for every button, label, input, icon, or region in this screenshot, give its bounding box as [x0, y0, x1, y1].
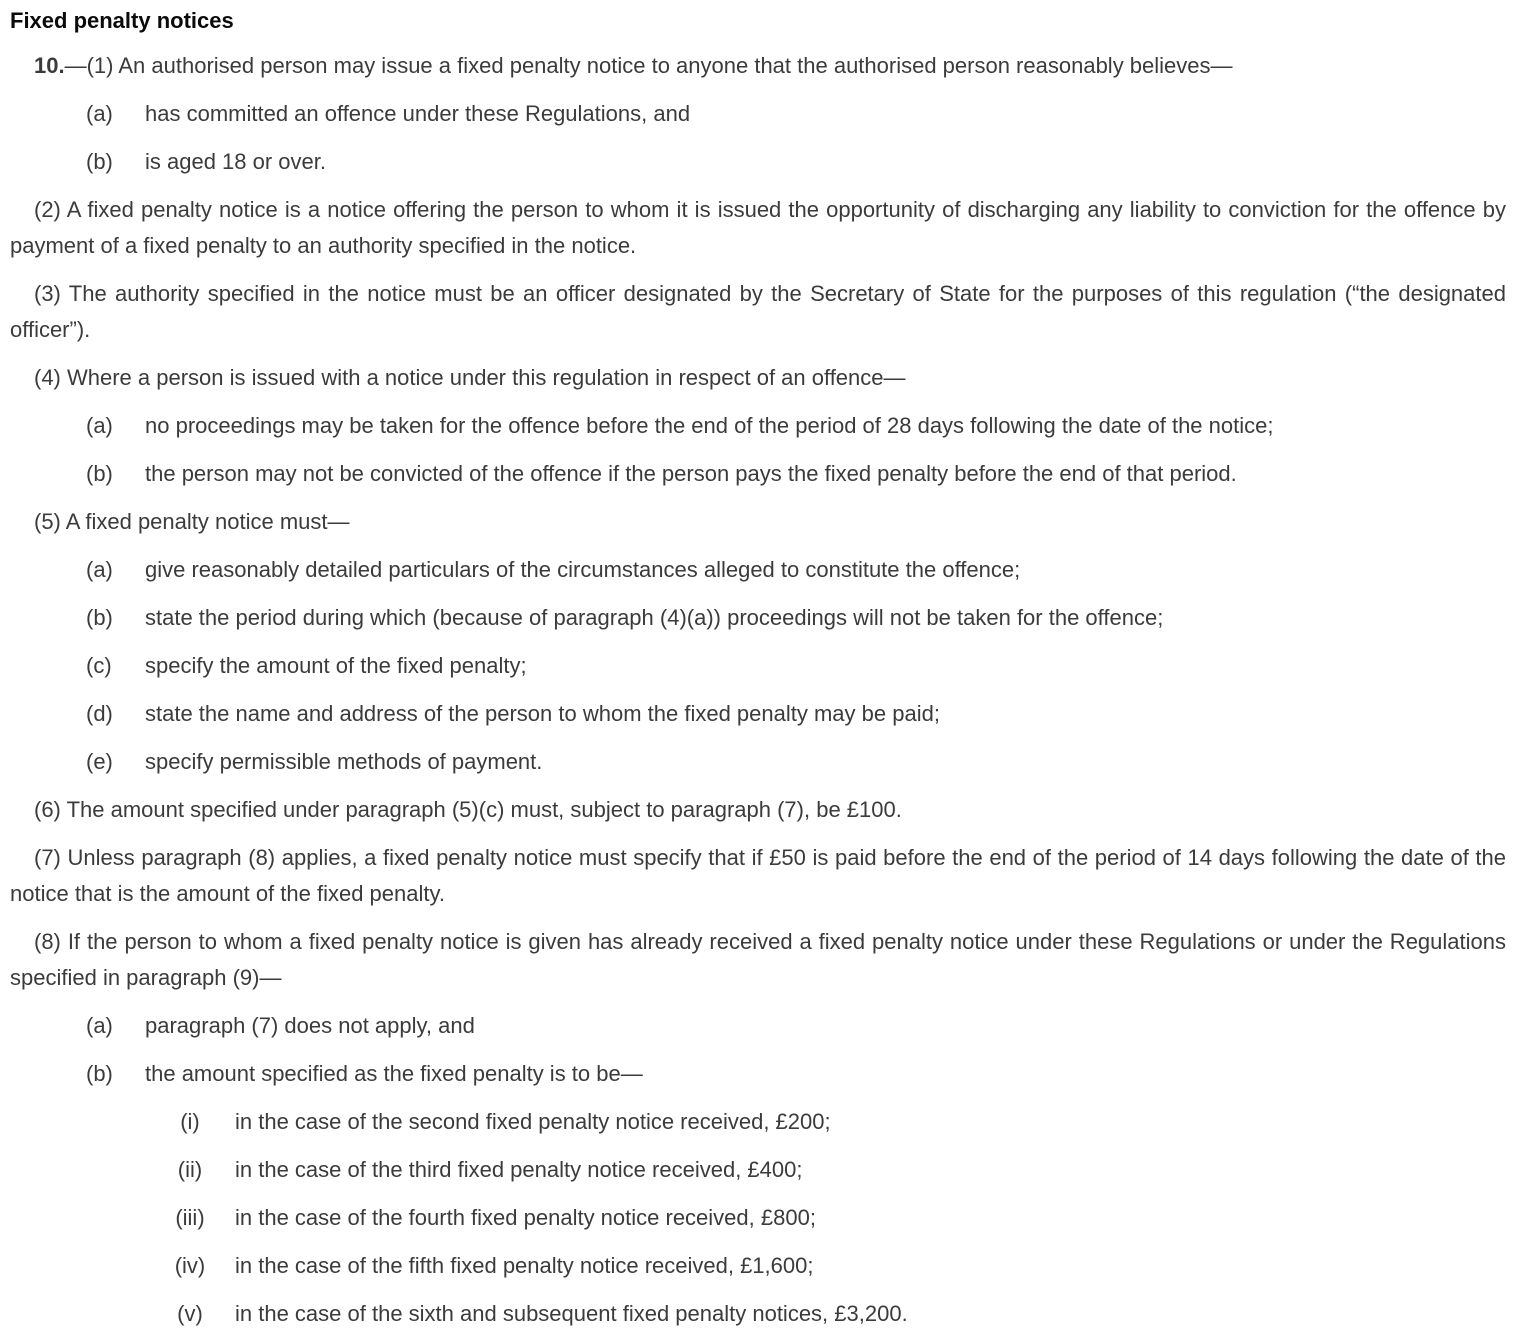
list-item-text: paragraph (7) does not apply, and	[145, 1013, 475, 1038]
paragraph-2: (2) A fixed penalty notice is a notice offering the person to whom it is issued the opportunity of discharging any liability to conviction for the offence by payment of a fixed penalty to an authority specified in the notice.	[10, 197, 1506, 258]
list-item-text: give reasonably detailed particulars of the circumstances alleged to constitute the offence;	[145, 557, 1021, 582]
list-item-label: (a)	[86, 101, 113, 126]
regulation-number: 10.	[34, 53, 65, 78]
sub-item-text: in the case of the fifth fixed penalty notice received, £1,600;	[235, 1253, 814, 1278]
list-item-label: (c)	[86, 653, 112, 678]
list-item-label: (b)	[86, 149, 113, 174]
list-item-text: specify the amount of the fixed penalty;	[145, 653, 527, 678]
sub-item-text: in the case of the second fixed penalty notice received, £200;	[235, 1109, 831, 1134]
sub-item-text: in the case of the sixth and subsequent fixed penalty notices, £3,200.	[235, 1301, 908, 1326]
list-item-text: specify permissible methods of payment.	[145, 749, 543, 774]
sub-item-label: (iv)	[174, 1253, 206, 1278]
list-item-text: is aged 18 or over.	[145, 149, 327, 174]
list-item-label: (a)	[86, 557, 113, 582]
list-item-text: the amount specified as the fixed penalty is to be—	[145, 1061, 643, 1086]
list-item-label: (b)	[86, 461, 113, 486]
sub-item-label: (ii)	[177, 1157, 203, 1182]
sub-item-label: (i)	[180, 1109, 200, 1134]
list-item-label: (a)	[86, 1013, 113, 1038]
paragraph-6: (6) The amount specified under paragraph (5)(c) must, subject to paragraph (7), be £100.	[34, 797, 902, 822]
sub-item-label: (iii)	[175, 1205, 205, 1230]
paragraph-5: (5) A fixed penalty notice must—	[34, 509, 350, 534]
paragraph-7: (7) Unless paragraph (8) applies, a fixed penalty notice must specify that if £50 is paid before the end of the period of 14 days following the date of the notice that is the amount of the fixed penalty.	[10, 845, 1506, 906]
paragraph-4: (4) Where a person is issued with a notice under this regulation in respect of an offence—	[34, 365, 906, 390]
section-heading: Fixed penalty notices	[10, 8, 234, 33]
list-item-text: no proceedings may be taken for the offence before the end of the period of 28 days following the date of the notice;	[145, 413, 1274, 438]
list-item-label: (b)	[86, 1061, 113, 1086]
sub-item-text: in the case of the fourth fixed penalty notice received, £800;	[235, 1205, 816, 1230]
list-item-label: (d)	[86, 701, 113, 726]
paragraph-3: (3) The authority specified in the notice must be an officer designated by the Secretary of State for the purposes of this regulation (“the designated officer”).	[10, 281, 1506, 342]
list-item-label: (e)	[86, 749, 113, 774]
regulation-intro-text: —(1) An authorised person may issue a fixed penalty notice to anyone that the authorised person reasonably believes—	[64, 53, 1233, 78]
list-item-text: has committed an offence under these Regulations, and	[145, 101, 691, 126]
sub-item-text: in the case of the third fixed penalty notice received, £400;	[235, 1157, 803, 1182]
regulation-intro	[34, 53, 1233, 79]
list-item-label: (a)	[86, 413, 113, 438]
sub-item-label: (v)	[177, 1301, 203, 1326]
list-item-text: the person may not be convicted of the offence if the person pays the fixed penalty before the end of that period.	[145, 461, 1237, 486]
list-item-label: (b)	[86, 605, 113, 630]
list-item-text: state the period during which (because of paragraph (4)(a)) proceedings will not be taken for the offence;	[145, 605, 1164, 630]
list-item-text: state the name and address of the person to whom the fixed penalty may be paid;	[145, 701, 940, 726]
paragraph-8: (8) If the person to whom a fixed penalty notice is given has already received a fixed penalty notice under these Regulations or under the Regulations specified in paragraph (9)—	[10, 929, 1506, 990]
